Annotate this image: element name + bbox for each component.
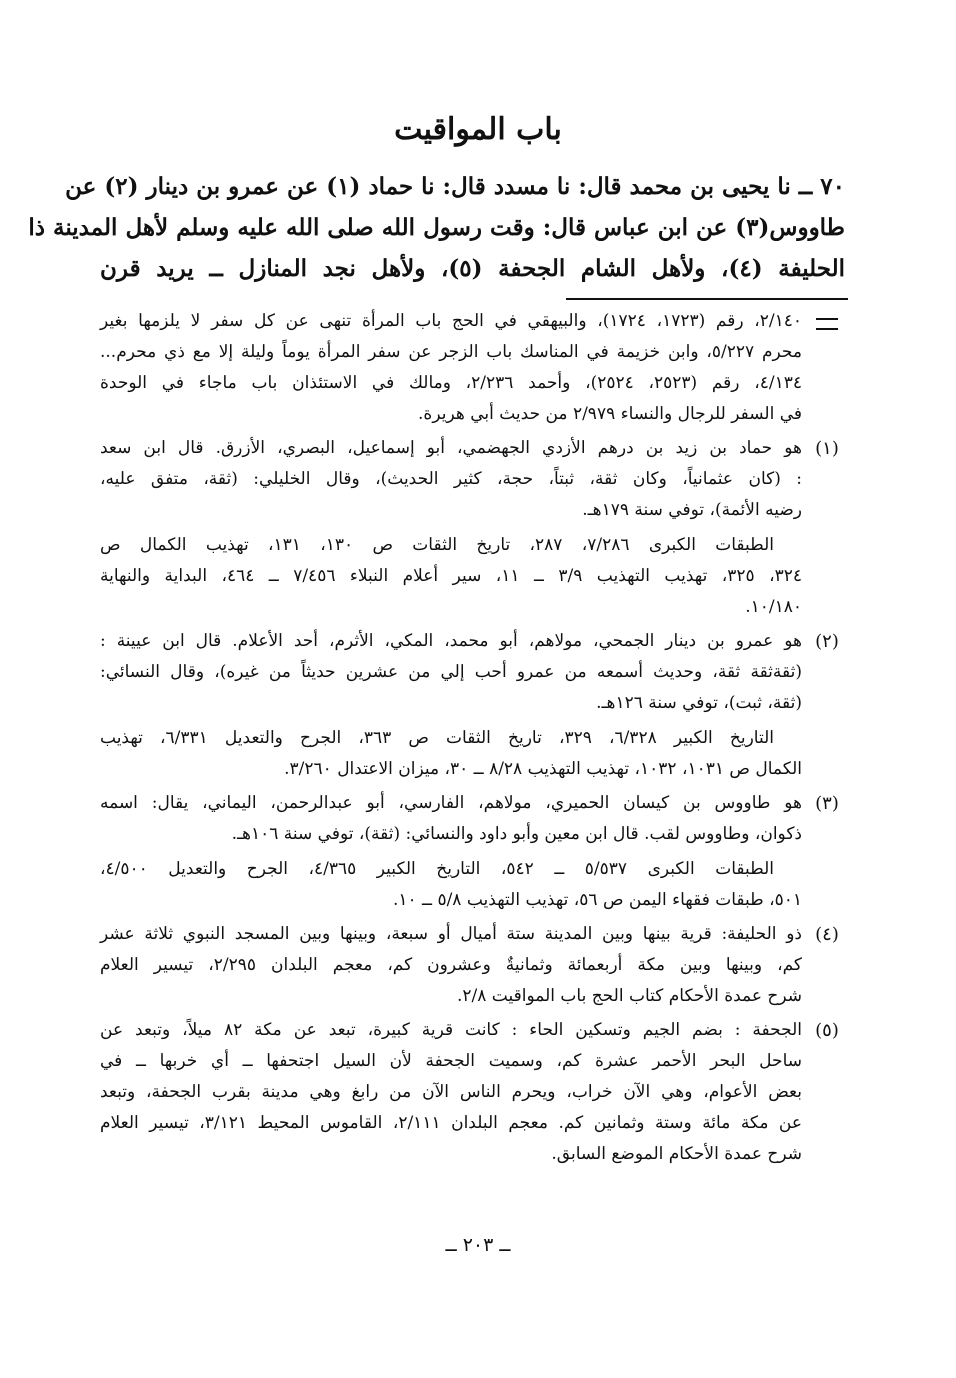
reference-line: ١٠/١٨٠. <box>745 597 802 617</box>
footnote-line: في السفر للرجال والنساء ٢/٩٧٩ من حديث أبي هريرة. <box>418 404 802 424</box>
hadith-line: طاووس(٣) عن ابن عباس قال: وقت رسول الله صلى الله عليه وسلم لأهل المدينة ذا <box>28 214 845 241</box>
footnote-body <box>100 626 802 785</box>
footnote-body <box>100 919 802 1012</box>
footnote-references <box>100 530 802 623</box>
footnote-number: (٣) <box>815 793 839 814</box>
footnote-5 <box>100 1015 852 1170</box>
footnote-line: (ثقةثقة ثقة، وحديث أسمعه من عمرو أحب إلي من عشرين حديثاً من غيره)، وقال النسائي: <box>100 662 802 682</box>
footnote-line: ٤/١٣٤، رقم (٢٥٢٣، ٢٥٢٤)، وأحمد ٢/٢٣٦، ومالك في الاستئذان باب ماجاء في الوحدة <box>100 373 802 393</box>
footnote-line: ساحل البحر الأحمر عشرة كم، وسميت الجحفة لأن السيل اجتحفها ــ أي خربها ــ في <box>100 1051 802 1071</box>
reference-line: التاريخ الكبير ٦/٣٢٨، ٣٢٩، تاريخ الثقات ص ٣٦٣، الجرح والتعديل ٦/٣٣١، تهذيب <box>100 728 775 748</box>
footnote-2 <box>100 626 852 785</box>
footnote-number: (٤) <box>815 924 839 945</box>
footnote-line: هو حماد بن زيد بن درهم الأزدي الجهضمي، أبو إسماعيل، البصري، الأزرق. قال ابن سعد <box>100 438 802 458</box>
footnote-line: كم، وبينها وبين مكة أربعمائة وثمانيةٌ وعشرون كم، معجم البلدان ٢/٢٩٥، تيسير العلام <box>100 955 802 975</box>
footnote-line: هو عمرو بن دينار الجمحي، مولاهم، أبو محمد، المكي، الأثرم، أحد الأعلام. قال ابن عيينة : <box>100 631 802 651</box>
footnotes <box>100 306 852 1173</box>
footnote-line: الجحفة : بضم الجيم وتسكين الحاء : كانت قرية كبيرة، تبعد عن مكة ٨٢ ميلاً، وتبعد عن <box>100 1020 802 1040</box>
footnote-line: شرح عمدة الأحكام كتاب الحج باب المواقيت ٢/٨. <box>456 986 802 1006</box>
page-number: ــ ٢٠٣ ــ <box>445 1234 511 1256</box>
reference-line: ٣٢٤، ٣٢٥، تهذيب التهذيب ٣/٩ ــ ١١، سير أعلام النبلاء ٧/٤٥٦ ــ ٤٦٤، البداية والنهاية <box>100 566 802 586</box>
footnote-line: رضيه الأئمة)، توفي سنة ١٧٩هـ. <box>582 500 802 520</box>
footnote-body <box>100 306 802 430</box>
footnote-references <box>100 723 802 785</box>
footnote-line: (ثقة، ثبت)، توفي سنة ١٢٦هـ. <box>596 693 802 713</box>
footnote-number: (٥) <box>815 1020 839 1041</box>
footnote-number: (٢) <box>815 631 839 652</box>
footnote-separator <box>566 298 848 300</box>
footnote-references <box>100 854 802 916</box>
hadith-line: الحليفة (٤)، ولأهل الشام الجحفة (٥)، ولأهل نجد المنازل ــ يريد قرن <box>100 255 845 282</box>
footnote-line: : (كان عثمانياً، وكان ثقة، ثبتاً، حجة، كثير الحديث)، وقال الخليلي: (ثقة، متفق عليه، <box>100 469 802 489</box>
footnote-4 <box>100 919 852 1012</box>
footnote-line: عن مكة مائة وستة وثمانين كم. معجم البلدان ٢/١١١، القاموس المحيط ٣/١٢١، تيسير العلام <box>100 1113 803 1133</box>
chapter-title: باب المواقيت <box>394 112 562 147</box>
footnote-line: بعض الأعوام، وهي الآن خراب، ويحرم الناس الآن من رابغ وهي مدينة بقرب الجحفة، وتبعد <box>100 1082 802 1102</box>
reference-line: ٥٠١، طبقات فقهاء اليمن ص ٥٦، تهذيب التهذيب ٥/٨ ــ ١٠. <box>392 890 802 910</box>
reference-line: الطبقات الكبرى ٥/٥٣٧ ــ ٥٤٢، التاريخ الكبير ٤/٣٦٥، الجرح والتعديل ٤/٥٠٠، <box>100 859 774 879</box>
footnote-continuation <box>100 306 852 430</box>
footnote-body <box>100 788 802 916</box>
footnote-body <box>100 433 802 623</box>
reference-line: الكمال ص ١٠٣١، ١٠٣٢، تهذيب التهذيب ٨/٢٨ ــ ٣٠، ميزان الاعتدال ٣/٢٦٠. <box>284 759 802 779</box>
footnote-line: شرح عمدة الأحكام الموضع السابق. <box>551 1144 802 1164</box>
footnote-line: ذو الحليفة: قرية بينها وبين المدينة ستة أميال أو سبعة، وبينها وبين المسجد النبوي ثلاثة عشر <box>100 924 802 944</box>
footnote-3 <box>100 788 852 916</box>
hadith-text <box>28 166 845 289</box>
footnote-line: هو طاووس بن كيسان الحميري، مولاهم، الفارسي، أبو عبدالرحمن، اليماني، يقال: اسمه <box>100 793 802 813</box>
footnote-line: ذكوان، وطاووس لقب. قال ابن معين وأبو داود والنسائي: (ثقة)، توفي سنة ١٠٦هـ. <box>231 824 802 844</box>
footnote-number: (١) <box>815 438 839 459</box>
footnote-line: محرم ٥/٢٢٧، وابن خزيمة في المناسك باب الزجر عن سفر المرأة يوماً وليلة إلا مع ذي محرم... <box>100 342 802 362</box>
hadith-line: ٧٠ ــ نا يحيى بن محمد قال: نا مسدد قال: نا حماد (١) عن عمرو بن دينار (٢) عن <box>65 173 845 200</box>
footnote-1 <box>100 433 852 623</box>
reference-line: الطبقات الكبرى ٧/٢٨٦، ٢٨٧، تاريخ الثقات ص ١٣٠، ١٣١، تهذيب الكمال ص <box>100 535 774 555</box>
footnote-line: ٢/١٤٠، رقم (١٧٢٣، ١٧٢٤)، والبيهقي في الحج باب المرأة تنهى عن كل سفر لا يلزمها بغير <box>100 311 803 331</box>
footnote-body <box>100 1015 802 1170</box>
continuation-mark <box>802 306 852 430</box>
